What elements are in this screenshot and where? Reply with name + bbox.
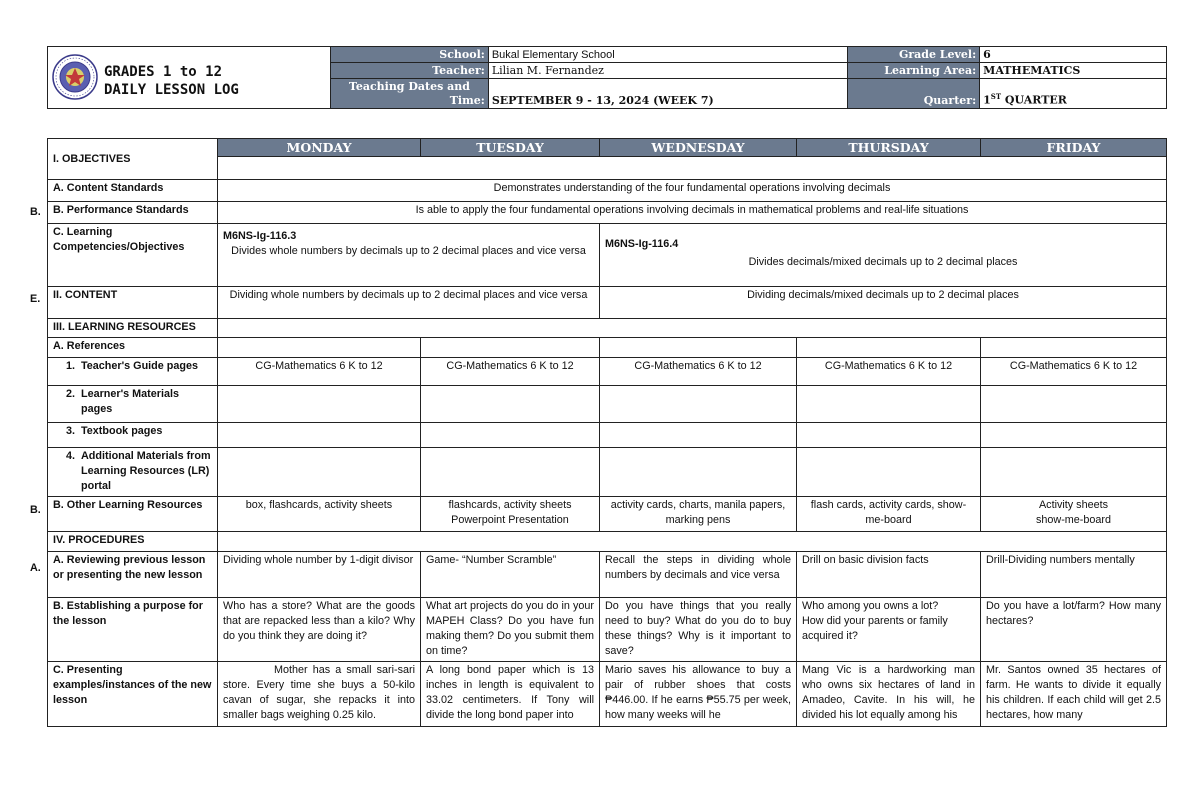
header-info-table [330, 46, 1167, 109]
header-title-box [47, 46, 332, 109]
content-left: Dividing whole numbers by decimals up to 2 decimal places and vice versa [218, 287, 600, 319]
margin-mark-b2: B. [30, 504, 41, 516]
item-label: Teacher's Guide pages [81, 360, 198, 372]
references-cell [981, 338, 1167, 358]
quarter-suffix: ST [990, 92, 1002, 102]
content-standards-label: A. Content Standards [48, 180, 218, 202]
example-tuesday [421, 662, 600, 727]
other-thursday: flash cards, activity cards, show-me-board [797, 497, 981, 532]
tg-friday: CG-Mathematics 6 K to 12 [981, 358, 1167, 386]
learners-materials-label [48, 386, 218, 423]
margin-mark-e: E. [30, 293, 41, 305]
references-label: A. References [48, 338, 218, 358]
lm-cell [981, 386, 1167, 423]
references-cell [218, 338, 421, 358]
grade-level-label: Grade Level: [848, 47, 980, 63]
review-thursday: Drill on basic division facts [797, 552, 981, 598]
procedures-blank [218, 532, 1167, 552]
item-label: Textbook pages [81, 425, 163, 437]
teacher-label: Teacher: [331, 63, 489, 79]
content-standards-value: Demonstrates understanding of the four fundamental operations involving decimals [218, 180, 1167, 202]
review-wednesday: Recall the steps in dividing whole numbers by decimals and vice versa [600, 552, 797, 598]
other-friday: Activity sheets show-me-board [981, 497, 1167, 532]
competency-text-2: Divides decimals/mixed decimals up to 2 decimal places [748, 256, 1018, 268]
performance-standards-label: B. Performance Standards [48, 202, 218, 224]
am-cell [981, 448, 1167, 497]
am-cell [797, 448, 981, 497]
example-thursday [797, 662, 981, 727]
lesson-log-table [47, 138, 1167, 727]
references-cell [421, 338, 600, 358]
lesson-log-header [47, 46, 1167, 109]
lm-cell [600, 386, 797, 423]
am-cell [600, 448, 797, 497]
item-label: Additional Materials from Learning Resources (LR) portal [81, 450, 211, 492]
tg-wednesday: CG-Mathematics 6 K to 12 [600, 358, 797, 386]
teaching-dates-label [331, 79, 489, 109]
procedures-heading: IV. PROCEDURES [48, 532, 218, 552]
competency-monday-tuesday [218, 224, 600, 287]
learning-area-value: MATHEMATICS [980, 63, 1167, 79]
school-value: Bukal Elementary School [488, 47, 847, 63]
objectives-heading: I. OBJECTIVES [48, 139, 218, 180]
references-cell [600, 338, 797, 358]
purpose-label: B. Establishing a purpose for the lesson [48, 598, 218, 662]
day-header-friday: FRIDAY [981, 139, 1167, 157]
other-tuesday: flashcards, activity sheets Powerpoint Presentation [421, 497, 600, 532]
tb-cell [797, 423, 981, 448]
teaching-dates-value: SEPTEMBER 9 - 13, 2024 (WEEK 7) [488, 79, 847, 109]
reviewing-lesson-label: A. Reviewing previous lesson or presenting the new lesson [48, 552, 218, 598]
textbook-pages-label [48, 423, 218, 448]
teaching-dates-label-line2: Time: [449, 93, 485, 107]
quarter-label: Quarter: [848, 79, 980, 109]
lm-cell [797, 386, 981, 423]
item-label: Learner's Materials pages [81, 388, 179, 415]
review-tuesday: Game- “Number Scramble” [421, 552, 600, 598]
competency-text-1: Divides whole numbers by decimals up to 2 decimal places and vice versa [231, 245, 586, 257]
tb-cell [981, 423, 1167, 448]
content-label: II. CONTENT [48, 287, 218, 319]
purpose-friday: Do you have a lot/farm? How many hectares? [981, 598, 1167, 662]
item-number: 1. [65, 360, 75, 372]
other-wednesday: activity cards, charts, manila papers, marking pens [600, 497, 797, 532]
additional-materials-label [48, 448, 218, 497]
lm-cell [421, 386, 600, 423]
example-wednesday-text: Mario saves his allowance to buy a pair of rubber shoes that costs ₱446.00. If he earns ₱55.75 per week, how many weeks will he [605, 664, 791, 721]
learning-resources-heading: III. LEARNING RESOURCES [48, 319, 218, 338]
learning-resources-blank [218, 319, 1167, 338]
day-header-wednesday: WEDNESDAY [600, 139, 797, 157]
grade-level-value: 6 [980, 47, 1167, 63]
review-monday: Dividing whole number by 1-digit divisor [218, 552, 421, 598]
school-label: School: [331, 47, 489, 63]
content-right: Dividing decimals/mixed decimals up to 2 decimal places [600, 287, 1167, 319]
item-number: 4. [65, 450, 75, 462]
competency-wednesday-friday [600, 224, 1167, 287]
objectives-blank [218, 157, 1167, 180]
margin-mark-b1: B. [30, 206, 41, 218]
teachers-guide-label [48, 358, 218, 386]
tg-tuesday: CG-Mathematics 6 K to 12 [421, 358, 600, 386]
tg-thursday: CG-Mathematics 6 K to 12 [797, 358, 981, 386]
am-cell [218, 448, 421, 497]
purpose-wednesday: Do you have things that you really need to buy? What do you do to buy these things? Why is it important to save? [600, 598, 797, 662]
teaching-dates-label-line1: Teaching Dates and [348, 79, 470, 93]
quarter-number: 1 [983, 94, 991, 107]
learning-competencies-label: C. Learning Competencies/Objectives [48, 224, 218, 287]
example-tuesday-text: A long bond paper which is 13 inches in length is equivalent to 33.02 centimeters. If Tony will divide the long bond paper into [426, 664, 594, 721]
am-cell [421, 448, 600, 497]
tg-monday: CG-Mathematics 6 K to 12 [218, 358, 421, 386]
example-monday [218, 662, 421, 727]
purpose-monday: Who has a store? What are the goods that are repacked less than a kilo? Why do you think they are doing it? [218, 598, 421, 662]
day-header-tuesday: TUESDAY [421, 139, 600, 157]
tb-cell [600, 423, 797, 448]
quarter-value [980, 79, 1167, 109]
performance-standards-value: Is able to apply the four fundamental operations involving decimals in mathematical problems and real-life situations [218, 202, 1167, 224]
item-number: 3. [65, 425, 75, 437]
tb-cell [421, 423, 600, 448]
title-daily-lesson-log: DAILY LESSON LOG [104, 82, 239, 98]
purpose-thursday: Who among you owns a lot? How did your parents or family acquired it? [797, 598, 981, 662]
day-header-thursday: THURSDAY [797, 139, 981, 157]
example-friday [981, 662, 1167, 727]
competency-code-2: M6NS-Ig-116.4 [605, 238, 679, 250]
learning-area-label: Learning Area: [848, 63, 980, 79]
presenting-examples-label: C. Presenting examples/instances of the new lesson [48, 662, 218, 727]
purpose-tuesday: What art projects do you do in your MAPEH Class? Do you have fun making them? Do you submit them on time? [421, 598, 600, 662]
other-monday: box, flashcards, activity sheets [218, 497, 421, 532]
teacher-value: Lilian M. Fernandez [488, 63, 847, 79]
title-grades: GRADES 1 to 12 [104, 64, 223, 80]
example-monday-text: Mother has a small sari-sari store. Every time she buys a 50-kilo cavan of sugar, she repacks it into smaller bags weighing 0.25 kilo. [223, 664, 418, 721]
tb-cell [218, 423, 421, 448]
quarter-text: QUARTER [1001, 94, 1067, 107]
item-number: 2. [65, 388, 75, 400]
competency-code-1: M6NS-Ig-116.3 [223, 230, 297, 242]
lm-cell [218, 386, 421, 423]
margin-mark-a: A. [30, 562, 41, 574]
other-resources-label: B. Other Learning Resources [48, 497, 218, 532]
example-wednesday [600, 662, 797, 727]
deped-seal-icon [52, 54, 98, 100]
example-friday-text: Mr. Santos owned 35 hectares of farm. He wants to divide it equally his children. If each child will get 2.5 hectares, how many [986, 664, 1161, 721]
review-friday: Drill-Dividing numbers mentally [981, 552, 1167, 598]
example-thursday-text: Mang Vic is a hardworking man who owns six hectares of land in Amadeo, Cavite. In his will, he divided his lot equally among his [802, 664, 975, 721]
references-cell [797, 338, 981, 358]
day-header-monday: MONDAY [218, 139, 421, 157]
